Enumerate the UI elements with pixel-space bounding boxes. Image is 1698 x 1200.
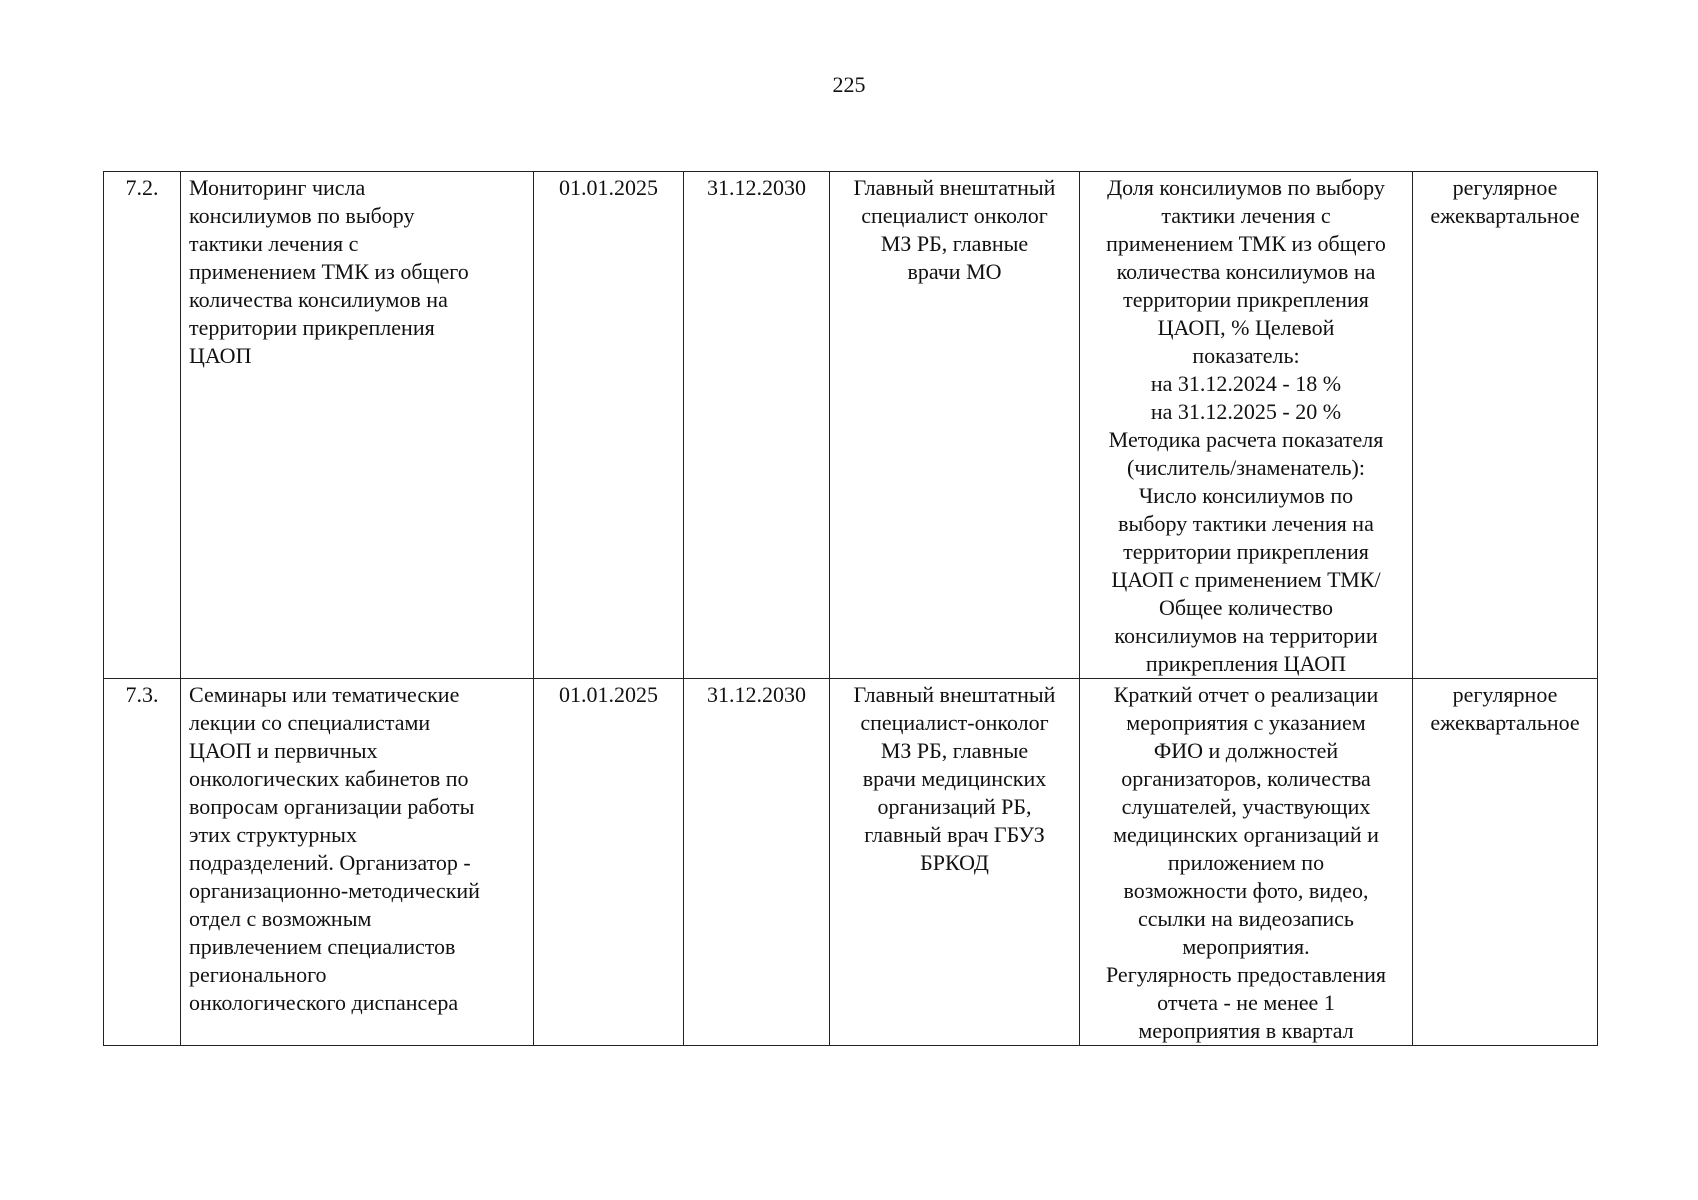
item-number-cell: 7.2. [104, 172, 181, 679]
end-date-cell: 31.12.2030 [684, 679, 830, 1046]
activities-table [103, 171, 1598, 1046]
frequency-cell: регулярное ежеквартальное [1413, 679, 1598, 1046]
table-row [104, 679, 1598, 1046]
responsible-cell: Главный внештатный специалист-онколог МЗ РБ, главные врачи медицинских организаций РБ, главный врач ГБУЗ БРКОД [830, 679, 1080, 1046]
indicator-cell: Доля консилиумов по выбору тактики лечения с применением ТМК из общего количества консилиумов на территории прикрепления ЦАОП, % Целевой показатель: на 31.12.2024 - 18 % на 31.12.2025 - 20 % Методика расчета показателя (числитель/знаменатель): Число консилиумов по выбору тактики лечения на территории прикрепления ЦАОП с применением ТМК/ Общее количество консилиумов на территории прикрепления ЦАОП [1080, 172, 1413, 679]
responsible-cell: Главный внештатный специалист онколог МЗ РБ, главные врачи МО [830, 172, 1080, 679]
indicator-cell: Краткий отчет о реализации мероприятия с указанием ФИО и должностей организаторов, количества слушателей, участвующих медицинских организаций и приложением по возможности фото, видео, ссылки на видеозапись мероприятия. Регулярность предоставления отчета - не менее 1 мероприятия в квартал [1080, 679, 1413, 1046]
frequency-cell: регулярное ежеквартальное [1413, 172, 1598, 679]
page-number: 225 [832, 72, 866, 97]
activity-description-cell: Мониторинг числа консилиумов по выбору тактики лечения с применением ТМК из общего количества консилиумов на территории прикрепления ЦАОП [181, 172, 534, 679]
start-date-cell: 01.01.2025 [534, 679, 684, 1046]
end-date-cell: 31.12.2030 [684, 172, 830, 679]
table-row [104, 172, 1598, 679]
item-number-cell: 7.3. [104, 679, 181, 1046]
activity-description-cell: Семинары или тематические лекции со специалистами ЦАОП и первичных онкологических кабинетов по вопросам организации работы этих структурных подразделений. Организатор - организационно-методический отдел с возможным привлечением специалистов регионального онкологического диспансера [181, 679, 534, 1046]
start-date-cell: 01.01.2025 [534, 172, 684, 679]
